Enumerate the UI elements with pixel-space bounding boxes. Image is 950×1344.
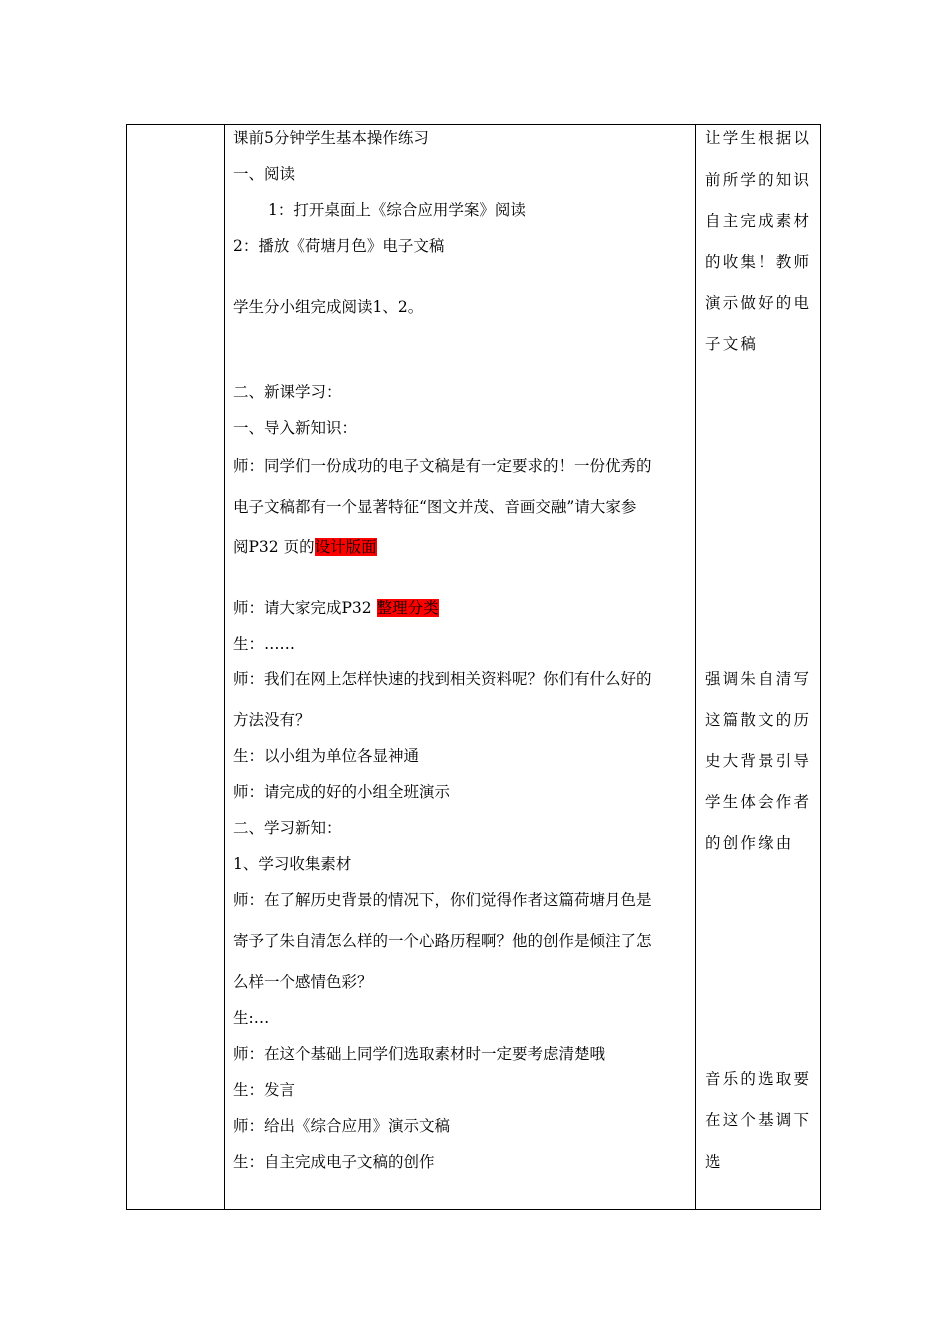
reading-step-2: 2：播放《荷塘月色》电子文稿 <box>233 237 445 255</box>
column-divider <box>224 125 225 1209</box>
dialogue-line: 师：请完成的好的小组全班演示 <box>233 783 451 801</box>
dialogue-line: 电子文稿都有一个显著特征“图文并茂、音画交融”请大家参 <box>233 498 637 516</box>
dialogue-line: 师：在这个基础上同学们选取素材时一定要考虑清楚哦 <box>233 1045 606 1063</box>
dialogue-line: 生:… <box>233 1009 270 1027</box>
highlight-design-layout: 设计版面 <box>314 538 377 556</box>
dialogue-line: 生：…… <box>233 635 296 653</box>
new-lesson-heading: 二、新课学习： <box>233 383 342 401</box>
column-divider <box>695 125 696 1209</box>
dialogue-line: 师：给出《综合应用》演示文稿 <box>233 1117 451 1135</box>
dialogue-text: 师：请大家完成P32 <box>233 599 377 617</box>
teacher-note-line: 自主完成素材 <box>705 212 812 230</box>
teacher-note-line: 选 <box>705 1153 723 1171</box>
intro-knowledge-heading: 一、导入新知识： <box>233 419 358 437</box>
teacher-note-line: 音乐的选取要 <box>705 1070 812 1088</box>
warmup-line: 课前5分钟学生基本操作练习 <box>233 129 429 147</box>
dialogue-line <box>233 598 439 618</box>
learn-collect-heading: 1、学习收集素材 <box>233 855 352 873</box>
section-reading-heading: 一、阅读 <box>233 165 296 183</box>
teacher-note-line: 演示做好的电 <box>705 294 812 312</box>
teacher-note-line: 的收集！教师 <box>705 253 812 271</box>
teacher-note-line: 史大背景引导 <box>705 752 812 770</box>
dialogue-line: 师：我们在网上怎样快速的找到相关资料呢？你们有什么好的 <box>233 670 652 688</box>
dialogue-line <box>233 537 377 557</box>
teacher-note-line: 前所学的知识 <box>705 171 812 189</box>
learn-new-heading: 二、学习新知： <box>233 819 342 837</box>
dialogue-line: 方法没有？ <box>233 711 311 729</box>
dialogue-line: 师：在了解历史背景的情况下，你们觉得作者这篇荷塘月色是 <box>233 891 652 909</box>
teacher-note-line: 在这个基调下 <box>705 1111 812 1129</box>
teacher-note-line: 让学生根据以 <box>705 129 812 147</box>
dialogue-line: 师：同学们一份成功的电子文稿是有一定要求的！一份优秀的 <box>233 457 652 475</box>
dialogue-line: 么样一个感情色彩？ <box>233 973 373 991</box>
teacher-note-line: 强调朱自清写 <box>705 670 812 688</box>
teacher-note-line: 这篇散文的历 <box>705 711 812 729</box>
teacher-note-line: 的创作缘由 <box>705 834 794 852</box>
dialogue-line: 生：发言 <box>233 1081 296 1099</box>
reading-step-1: 1：打开桌面上《综合应用学案》阅读 <box>268 201 526 219</box>
dialogue-line: 寄予了朱自清怎么样的一个心路历程啊？他的创作是倾注了怎 <box>233 932 652 950</box>
dialogue-line: 生：自主完成电子文稿的创作 <box>233 1153 435 1171</box>
dialogue-text: 阅P32 页的 <box>233 538 315 556</box>
teacher-note-line: 学生体会作者 <box>705 793 812 811</box>
dialogue-line: 生：以小组为单位各显神通 <box>233 747 420 765</box>
highlight-organize-categories: 整理分类 <box>376 599 439 617</box>
group-reading-line: 学生分小组完成阅读1、2。 <box>233 298 424 316</box>
teacher-note-line: 子文稿 <box>705 335 759 353</box>
